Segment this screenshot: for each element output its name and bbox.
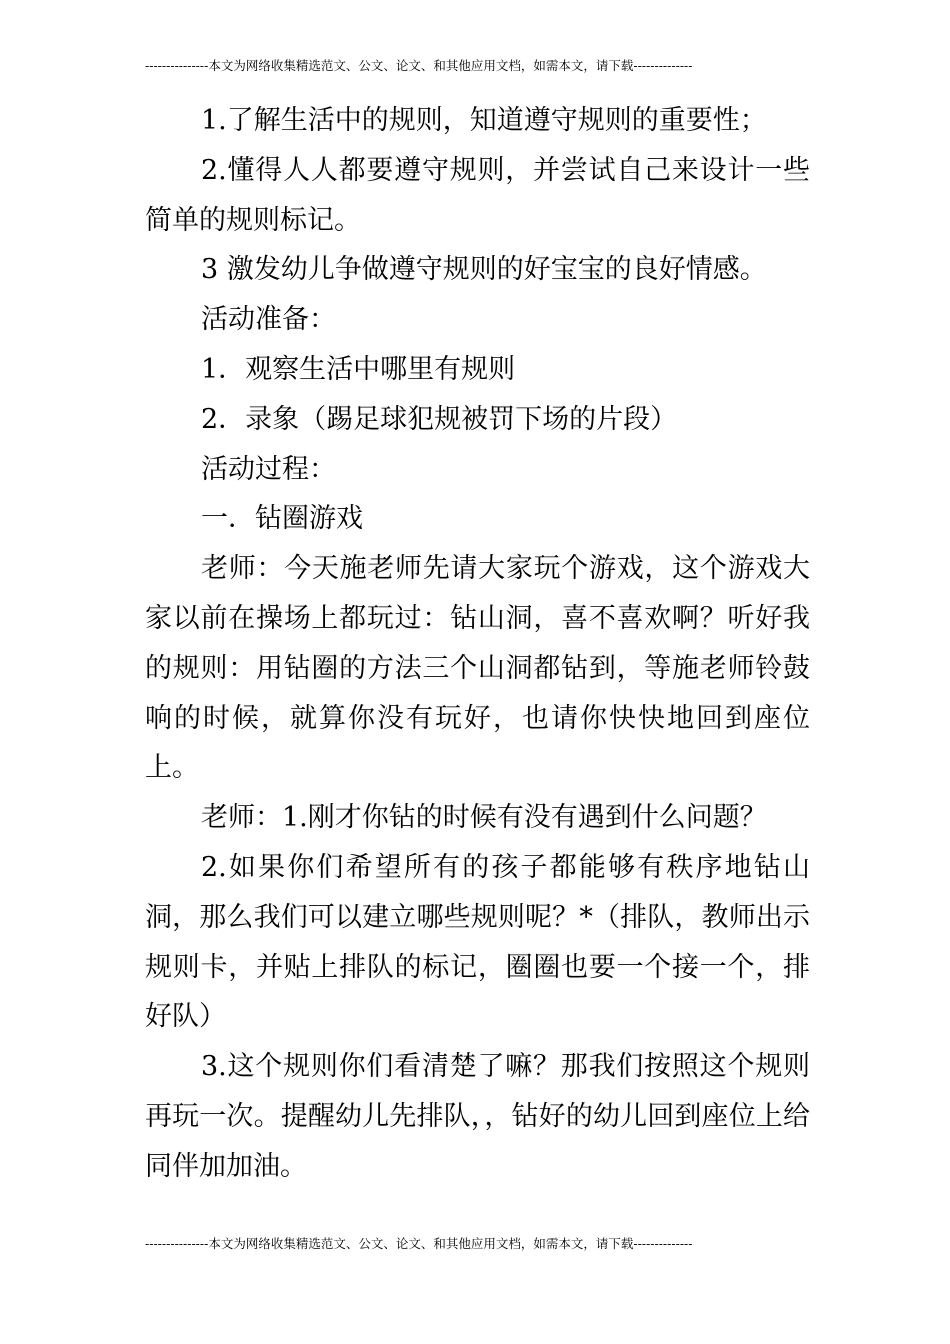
section-heading-process: 活动过程： (201, 453, 336, 485)
subsection-heading-game: 一．钻圈游戏 (201, 503, 363, 535)
paragraph-goal-2: 2.懂得人人都要遵守规则，并尝试自己来设计一些简单的规则标记。 (145, 154, 810, 236)
paragraph-question-1: 老师：1.刚才你钻的时候有没有遇到什么问题？ (201, 802, 767, 834)
paragraph-goal-3: 3 激发幼儿争做遵守规则的好宝宝的良好情感。 (201, 254, 767, 286)
paragraph-question-3: 3.这个规则你们看清楚了嘛？那我们按照这个规则再玩一次。提醒幼儿先排队，，钻好的幼儿回到座位上给同伴加加油。 (145, 1051, 810, 1182)
section-heading-preparation: 活动准备： (201, 304, 336, 336)
paragraph-teacher-intro: 老师：今天施老师先请大家玩个游戏，这个游戏大家以前在操场上都玩过：钻山洞，喜不喜欢啊？听好我的规则：用钻圈的方法三个山洞都钻到，等施老师铃鼓响的时候，就算你没有玩好，也请你快快地回到座位上。 (145, 553, 810, 784)
page-footer: ---------------本文为网络收集精选范文、公文、论文、和其他应用文档，如需本文，请下载-------------- (145, 1236, 693, 1251)
paragraph-preparation-2: 2．录象（踢足球犯规被罚下场的片段） (201, 403, 678, 435)
paragraph-goal-1: 1.了解生活中的规则，知道遵守规则的重要性； (201, 105, 767, 136)
document-body (145, 96, 810, 1192)
paragraph-preparation-1: 1．观察生活中哪里有规则 (201, 353, 516, 385)
page-header: ---------------本文为网络收集精选范文、公文、论文、和其他应用文档，如需本文，请下载-------------- (145, 58, 693, 73)
paragraph-question-2: 2.如果你们希望所有的孩子都能够有秩序地钻山洞，那么我们可以建立哪些规则呢？*（排队，教师出示规则卡，并贴上排队的标记，圈圈也要一个接一个，排好队） (145, 851, 810, 1033)
